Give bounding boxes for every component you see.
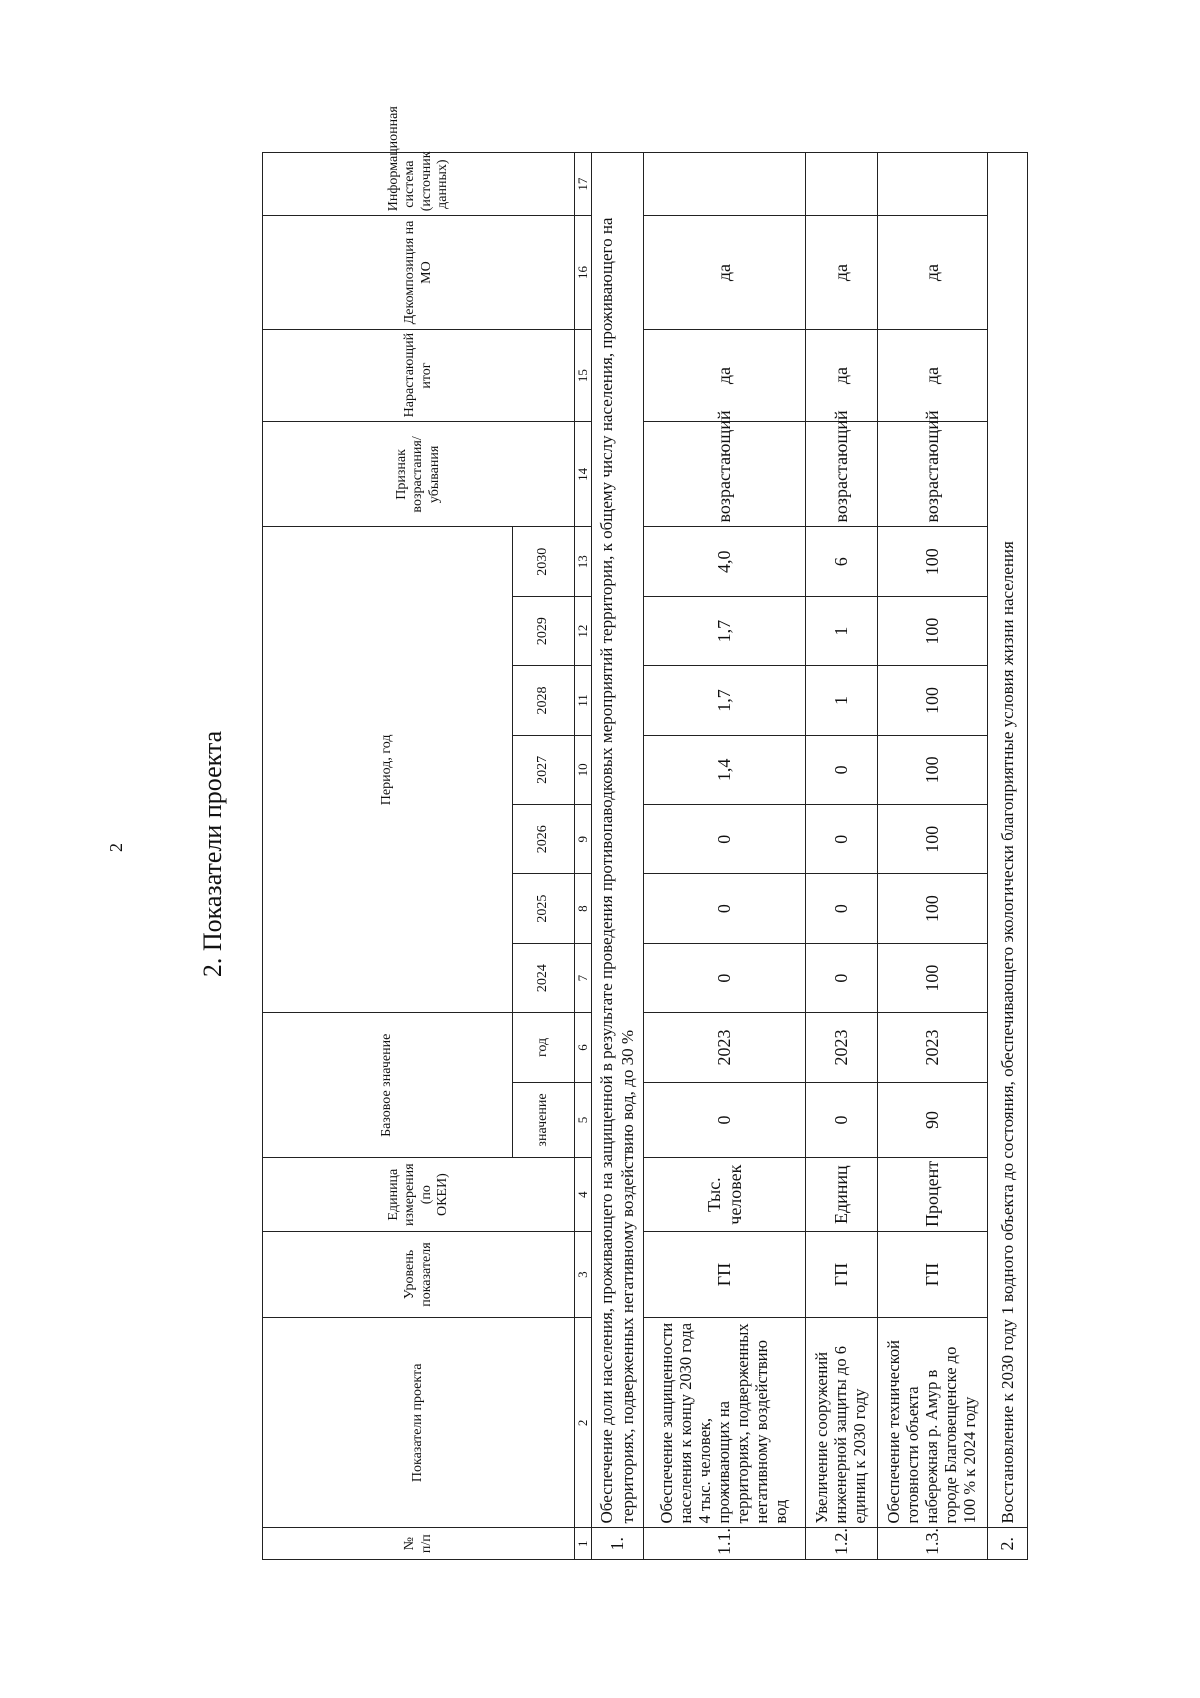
header-indicator: Показатели проекта [263, 1318, 575, 1528]
indicator-unit: Единиц [806, 1158, 878, 1232]
column-number: 17 [575, 153, 592, 216]
header-year: 2030 [513, 527, 575, 596]
indicator-name: Обеспечение защищенности населения к концу 2030 года 4 тыс. человек, проживающих на территориях, подверженных негативному воздействию вод [644, 1318, 806, 1528]
year-value: 0 [644, 943, 806, 1012]
section-num: 2. [988, 1528, 1028, 1560]
header-year: 2028 [513, 666, 575, 735]
column-number: 3 [575, 1231, 592, 1317]
year-value: 0 [806, 735, 878, 804]
year-value: 100 [878, 735, 988, 804]
header-trend: Признак возрастания/ убывания [263, 422, 575, 527]
page-number: 2 [106, 843, 126, 852]
rotated-table-container [262, 106, 1017, 1560]
base-value: 90 [878, 1082, 988, 1158]
section-num: 1. [592, 1528, 644, 1560]
year-value: 100 [878, 527, 988, 596]
row-num: 1.2. [806, 1528, 878, 1560]
header-year: 2026 [513, 805, 575, 874]
base-value: 0 [644, 1082, 806, 1158]
column-number: 13 [575, 527, 592, 596]
header-period: Период, год [263, 527, 513, 1013]
base-year: 2023 [878, 1013, 988, 1082]
year-value: 0 [644, 874, 806, 943]
indicators-table [262, 106, 1028, 1560]
year-value: 1 [806, 596, 878, 665]
indicator-name: Увеличение сооружений инженерной защиты до 6 единиц к 2030 году [806, 1318, 878, 1528]
header-base-year: год [513, 1013, 575, 1082]
year-value: 100 [878, 805, 988, 874]
year-value: 100 [878, 596, 988, 665]
cumulative: да [878, 329, 988, 422]
header-base: Базовое значение [263, 1013, 513, 1158]
column-number: 12 [575, 596, 592, 665]
column-number: 14 [575, 422, 592, 527]
header-level: Уровень показателя [263, 1231, 575, 1317]
column-number: 2 [575, 1318, 592, 1528]
year-value: 100 [878, 666, 988, 735]
infosys [878, 153, 988, 216]
base-year: 2023 [806, 1013, 878, 1082]
indicator-unit: Процент [878, 1158, 988, 1232]
header-cumulative: Нарастающий итог [263, 329, 575, 422]
header-year: 2027 [513, 735, 575, 804]
year-value: 0 [806, 805, 878, 874]
header-year: 2029 [513, 596, 575, 665]
base-value: 0 [806, 1082, 878, 1158]
row-num: 1.3. [878, 1528, 988, 1560]
indicator-name: Обеспечение технической готовности объекта набережная р. Амур в городе Благовещенске до 100 % к 2024 году [878, 1318, 988, 1528]
trend: возрастающий [806, 422, 878, 527]
year-value: 0 [806, 874, 878, 943]
row-num: 1.1. [644, 1528, 806, 1560]
year-value: 6 [806, 527, 878, 596]
indicator-level: ГП [878, 1231, 988, 1317]
infosys [644, 153, 806, 216]
header-base-value: значение [513, 1082, 575, 1158]
section-title: Обеспечение доли населения, проживающего на защищенной в результате проведения противопаводковых мероприятий территории, к общему числу населения, проживающего на территориях, подверженных негативному воздействию вод, до 30 % [592, 153, 644, 1528]
header-decomposition: Декомпозиция на МО [263, 216, 575, 330]
year-value: 4,0 [644, 527, 806, 596]
indicator-level: ГП [806, 1231, 878, 1317]
trend: возрастающий [644, 422, 806, 527]
cumulative: да [644, 329, 806, 422]
year-value: 100 [878, 943, 988, 1012]
column-number: 16 [575, 216, 592, 330]
indicator-level: ГП [644, 1231, 806, 1317]
year-value: 1,7 [644, 666, 806, 735]
decomposition: да [644, 216, 806, 330]
column-number: 11 [575, 666, 592, 735]
section-title: Восстановление к 2030 году 1 водного объекта до состояния, обеспечивающего экологически благоприятные условия жизни населения [988, 153, 1028, 1528]
page-title: 2. Показатели проекта [198, 730, 227, 978]
header-year: 2025 [513, 874, 575, 943]
column-number: 9 [575, 805, 592, 874]
indicator-unit: Тыс. человек [644, 1158, 806, 1232]
decomposition: да [806, 216, 878, 330]
cumulative: да [806, 329, 878, 422]
column-number: 1 [575, 1528, 592, 1560]
year-value: 0 [806, 943, 878, 1012]
column-number: 6 [575, 1013, 592, 1082]
header-num: № п/п [263, 1528, 575, 1560]
header-unit: Единица измерения (по ОКЕИ) [263, 1158, 575, 1232]
column-number: 15 [575, 329, 592, 422]
year-value: 100 [878, 874, 988, 943]
column-number: 5 [575, 1082, 592, 1158]
year-value: 1,4 [644, 735, 806, 804]
column-number: 4 [575, 1158, 592, 1232]
column-number: 8 [575, 874, 592, 943]
column-number: 10 [575, 735, 592, 804]
header-infosys: Информационная система (источник данных) [263, 153, 575, 216]
infosys [806, 153, 878, 216]
decomposition: да [878, 216, 988, 330]
year-value: 1 [806, 666, 878, 735]
year-value: 0 [644, 805, 806, 874]
trend: возрастающий [878, 422, 988, 527]
column-number: 7 [575, 943, 592, 1012]
base-year: 2023 [644, 1013, 806, 1082]
header-year: 2024 [513, 943, 575, 1012]
year-value: 1,7 [644, 596, 806, 665]
